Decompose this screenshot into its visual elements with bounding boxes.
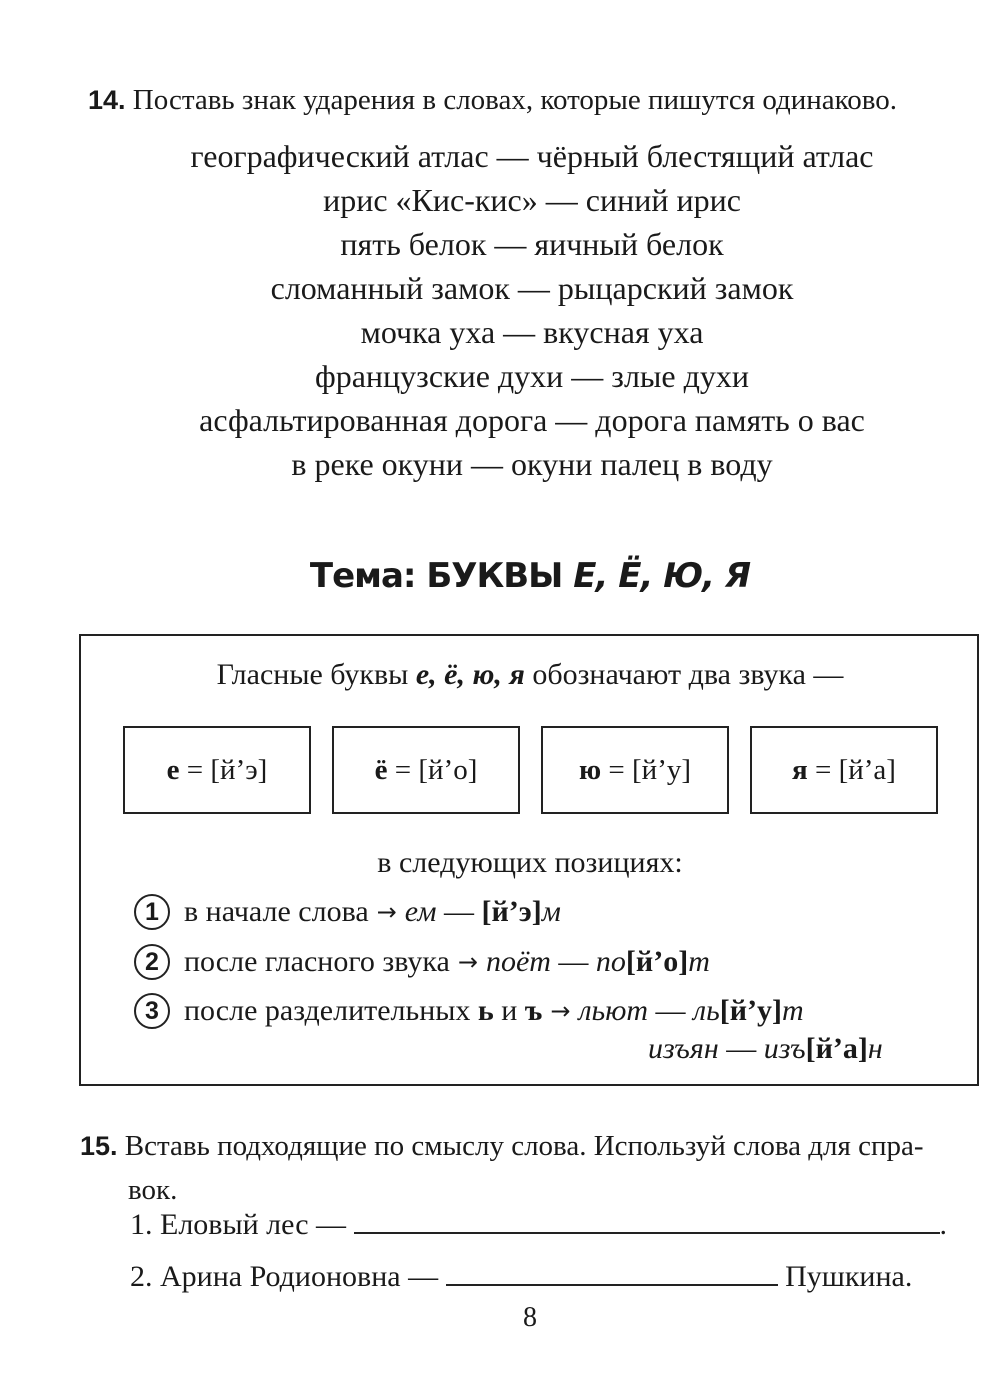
transcription-post: м [541,895,561,928]
page-number: 8 [523,1302,537,1333]
word-pair: географический атлас — чёрный блестящий атлас [190,138,874,174]
example-word: поёт [485,945,551,978]
transcription-pre: по [595,945,626,978]
rule-intro-end: обозначают два звука — [524,658,844,691]
sound-box-yu [541,726,729,814]
fill-item-label: 2. Арина Родионовна — [130,1260,446,1293]
position-row-1 [134,894,561,930]
fill-item-end: . [939,1208,948,1241]
extra-example [648,1032,883,1066]
word-pair: мочка уха — вкусная уха [360,314,704,350]
transcription-sound: [й’о] [625,945,689,978]
transcription-pre: ль [693,994,720,1027]
sound-equals: = [179,753,211,786]
sound-equals: = [387,753,419,786]
dash: — [436,895,482,928]
arrow-right-icon: → [550,997,571,1025]
circled-number: 3 [134,993,170,1029]
sound-box-ya [750,726,938,814]
transcription-sound: [й’э] [481,895,542,928]
fill-item-end: Пушкина. [777,1260,913,1293]
example-word: льют [578,994,649,1027]
rule-intro-start: Гласные буквы [216,658,416,691]
fill-item-2 [130,1260,912,1294]
rule-intro [0,658,1000,692]
word-pair: сломанный замок — рыцарский замок [270,270,794,306]
task-14-heading [88,84,897,117]
transcription-post: н [867,1032,883,1065]
example-word: изъян [648,1032,719,1065]
task-15-heading [80,1124,985,1212]
word-pair: ирис «Кис-кис» — синий ирис [323,182,741,218]
fill-item-1 [130,1208,947,1242]
fill-item-label: 1. Еловый лес — [130,1208,354,1241]
sound-letter: ё [374,753,388,786]
word-pairs-list [0,134,1000,486]
position-text: после разделительных [184,994,471,1027]
transcription-sound: [й’а] [805,1032,868,1065]
arrow-right-icon: → [457,948,478,976]
sound-box-e [123,726,311,814]
word-pair: в реке окуни — окуни палец в воду [291,446,773,482]
dash: — [718,1032,764,1065]
task-15-instruction: Вставь подходящие по смыслу слова. Используй слова для спра- [124,1130,924,1162]
position-row-3 [134,993,804,1029]
sound-value: [й’о] [418,753,478,786]
sound-letter: е [166,753,180,786]
rule-intro-letters: е, ё, ю, я [415,658,525,691]
soft-sign: ь [477,994,494,1027]
hard-sign: ъ [524,994,543,1027]
and-word: и [493,994,525,1027]
word-pair: пять белок — яичный белок [340,226,724,262]
positions-title: в следующих позициях: [377,846,683,879]
task-14-number: 14. [88,85,126,115]
theme-prefix: Тема: БУКВЫ [309,556,574,596]
answer-blank[interactable] [446,1284,778,1286]
transcription-pre: изъ [763,1032,806,1065]
sound-equals: = [807,753,839,786]
circled-number: 2 [134,944,170,980]
position-text: после гласного звука [184,945,450,978]
theme-heading [0,556,1000,596]
word-pair: асфальтированная дорога — дорога память о вас [199,402,865,438]
transcription-post: т [782,994,804,1027]
position-text: в начале слова [184,895,369,928]
sound-value: [й’э] [210,753,268,786]
dash: — [550,945,596,978]
sound-equals: = [601,753,633,786]
dash: — [648,994,694,1027]
sound-box-yo [332,726,520,814]
transcription-post: т [688,945,710,978]
word-pair: французские духи — злые духи [314,358,750,394]
sound-value: [й’у] [632,753,692,786]
theme-letters: Е, Ё, Ю, Я [573,556,751,596]
example-word: ем [404,895,437,928]
task-15-number: 15. [80,1131,118,1161]
transcription-sound: [й’у] [719,994,783,1027]
position-row-2 [134,944,710,980]
sound-letter: ю [578,753,602,786]
circled-number: 1 [134,894,170,930]
answer-blank[interactable] [354,1232,940,1234]
task-15-instruction-cont: вок. [128,1174,178,1206]
sound-letter: я [792,753,808,786]
sound-value: [й’а] [838,753,896,786]
task-14-instruction: Поставь знак ударения в словах, которые пишутся одинаково. [132,84,898,116]
arrow-right-icon: → [376,898,397,926]
